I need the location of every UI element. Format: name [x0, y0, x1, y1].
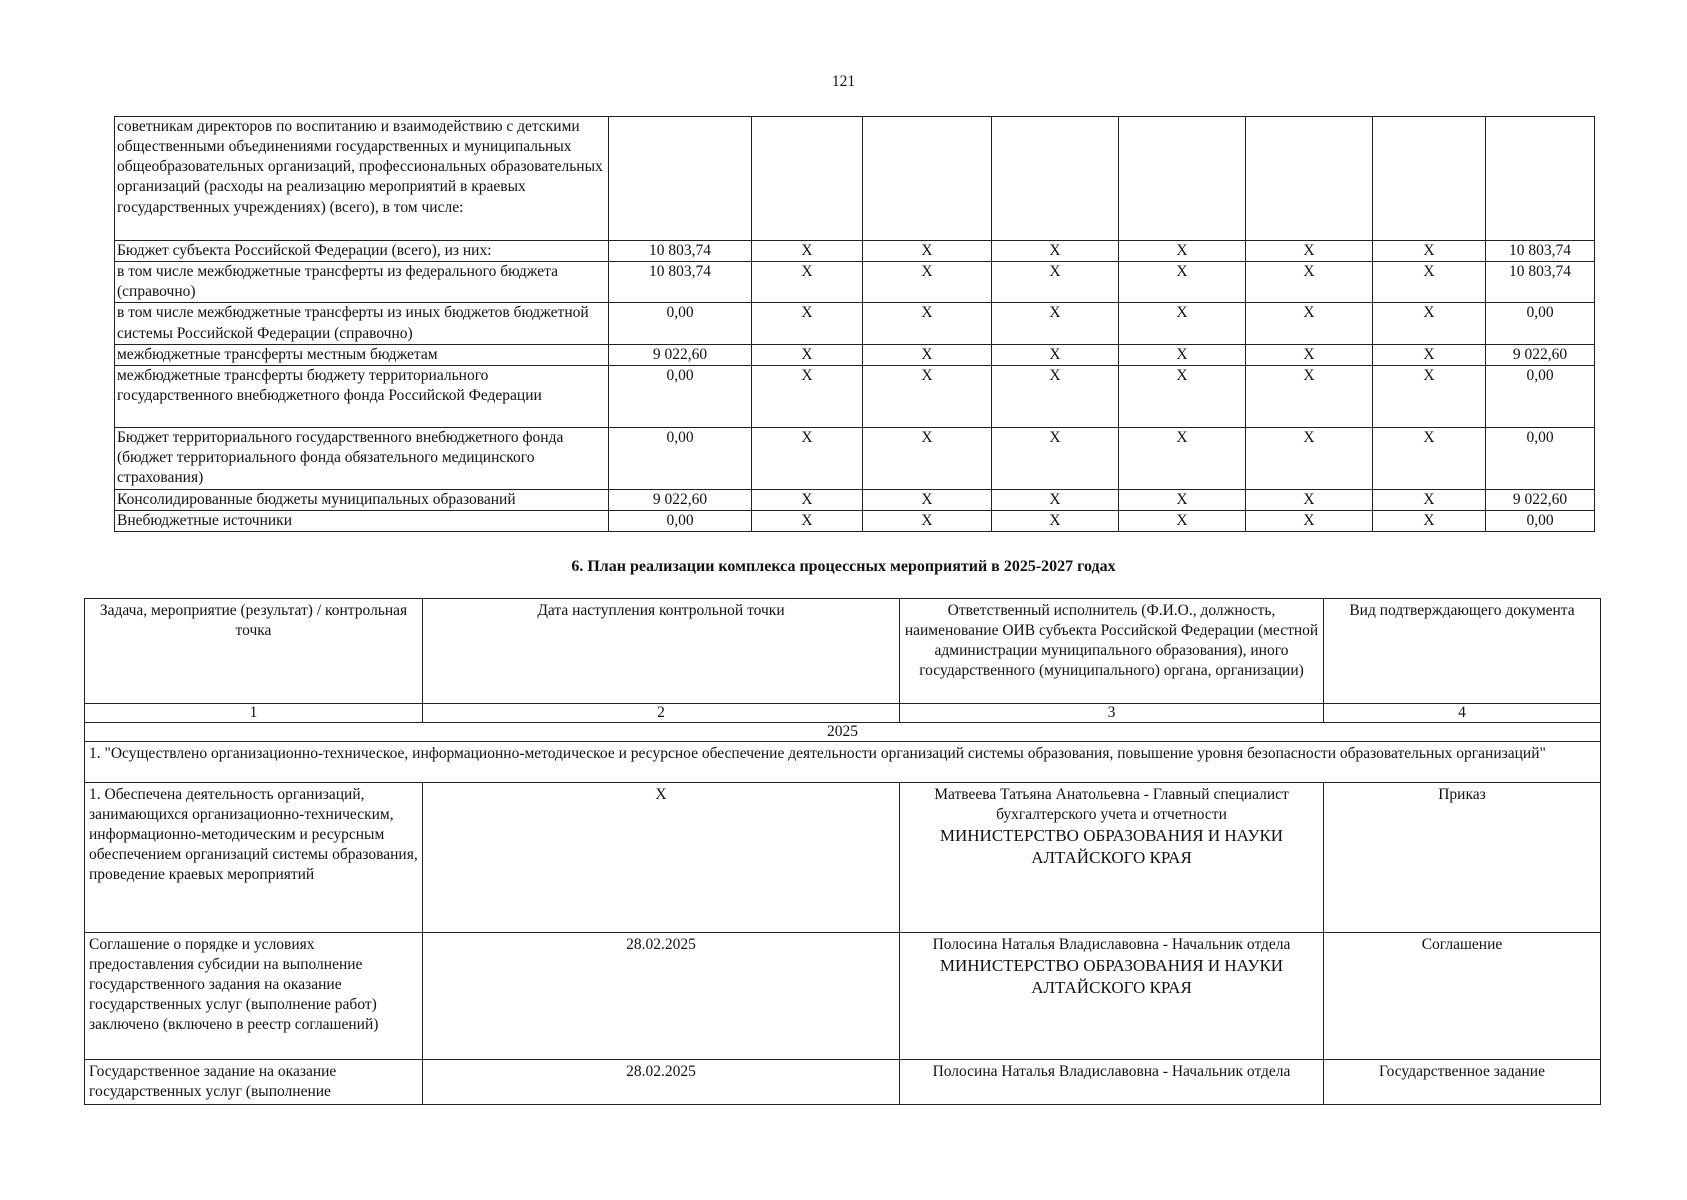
finance-row-total: 0,00	[1486, 427, 1595, 489]
finance-row-mark: X	[992, 427, 1119, 489]
finance-row-name: Бюджет субъекта Российской Федерации (всего), из них:	[115, 241, 609, 262]
finance-row	[115, 117, 1595, 241]
finance-row-value: 0,00	[609, 303, 752, 344]
column-number: 3	[900, 704, 1324, 723]
finance-row-name: Консолидированные бюджеты муниципальных образований	[115, 489, 609, 510]
finance-row-mark: X	[1373, 510, 1486, 531]
executor-person: Полосина Наталья Владиславовна - Начальник отдела	[932, 935, 1291, 953]
finance-row-mark: X	[752, 262, 863, 303]
finance-row-total: 0,00	[1486, 510, 1595, 531]
finance-row	[115, 510, 1595, 531]
finance-row-mark: X	[1246, 489, 1373, 510]
finance-row-mark: X	[1119, 489, 1246, 510]
plan-header-row	[85, 599, 1601, 704]
finance-row-total: 9 022,60	[1486, 344, 1595, 365]
finance-row-total: 0,00	[1486, 365, 1595, 427]
finance-row-mark: X	[1119, 262, 1246, 303]
plan-row-name: Государственное задание на оказание государственных услуг (выполнение	[85, 1059, 423, 1104]
finance-row-mark: X	[752, 510, 863, 531]
finance-row-mark: X	[1246, 262, 1373, 303]
finance-row-value: 0,00	[609, 510, 752, 531]
finance-row-mark: X	[1119, 365, 1246, 427]
finance-row-mark: X	[752, 241, 863, 262]
finance-row-mark: X	[752, 303, 863, 344]
plan-row-executor	[900, 932, 1324, 1059]
finance-row	[115, 427, 1595, 489]
finance-row-total: 10 803,74	[1486, 241, 1595, 262]
finance-row-value: 10 803,74	[609, 262, 752, 303]
finance-row-mark: X	[1119, 303, 1246, 344]
task-row	[85, 741, 1601, 782]
finance-row	[115, 365, 1595, 427]
plan-row-date: 28.02.2025	[423, 1059, 900, 1104]
finance-row-mark: X	[1373, 365, 1486, 427]
finance-row	[115, 262, 1595, 303]
column-number: 2	[423, 704, 900, 723]
finance-row-name: межбюджетные трансферты местным бюджетам	[115, 344, 609, 365]
finance-row-mark: X	[1373, 303, 1486, 344]
finance-row-value: 0,00	[609, 427, 752, 489]
header-task: Задача, мероприятие (результат) / контрольная точка	[85, 599, 423, 704]
finance-row-name: в том числе межбюджетные трансферты из федерального бюджета (справочно)	[115, 262, 609, 303]
finance-row-mark: X	[992, 510, 1119, 531]
header-document: Вид подтверждающего документа	[1324, 599, 1601, 704]
finance-row-mark: X	[863, 365, 992, 427]
finance-row-mark: X	[752, 344, 863, 365]
finance-row-name: межбюджетные трансферты бюджету территориального государственного внебюджетного фонда Российской Федерации	[115, 365, 609, 427]
finance-row-total: 0,00	[1486, 303, 1595, 344]
plan-row-document: Государственное задание	[1324, 1059, 1601, 1104]
finance-row-value: 10 803,74	[609, 241, 752, 262]
page-number: 121	[831, 73, 856, 90]
finance-row-mark: X	[1246, 241, 1373, 262]
finance-row-mark: X	[1119, 427, 1246, 489]
finance-row	[115, 489, 1595, 510]
section-title: 6. План реализации комплекса процессных мероприятий в 2025-2027 годах	[571, 558, 1116, 575]
finance-row-mark: X	[752, 365, 863, 427]
executor-person: Полосина Наталья Владиславовна - Начальник отдела	[932, 1062, 1291, 1080]
finance-row-value: 9 022,60	[609, 344, 752, 365]
plan-row	[85, 932, 1601, 1059]
task-text: 1. "Осуществлено организационно-техническое, информационно-методическое и ресурсное обеспечение деятельности организаций системы образования, повышение уровня безопасности образовательных организаций"	[85, 741, 1601, 782]
finance-row-name: Внебюджетные источники	[115, 510, 609, 531]
finance-row	[115, 344, 1595, 365]
column-number: 1	[85, 704, 423, 723]
plan-row	[85, 1059, 1601, 1104]
finance-table	[114, 116, 1595, 532]
finance-row-mark: X	[1119, 344, 1246, 365]
finance-row-mark: X	[1246, 427, 1373, 489]
finance-row-mark: X	[1246, 303, 1373, 344]
finance-row-total: 9 022,60	[1486, 489, 1595, 510]
finance-row-value: 0,00	[609, 365, 752, 427]
year-row	[85, 722, 1601, 741]
finance-row-mark	[1246, 117, 1373, 241]
plan-row-document: Приказ	[1324, 782, 1601, 932]
finance-row-mark	[992, 117, 1119, 241]
finance-row-mark: X	[1373, 241, 1486, 262]
header-date: Дата наступления контрольной точки	[423, 599, 900, 704]
finance-row-mark: X	[992, 262, 1119, 303]
finance-row	[115, 303, 1595, 344]
finance-row-value	[609, 117, 752, 241]
finance-row-mark: X	[1119, 241, 1246, 262]
plan-table	[84, 598, 1601, 1105]
finance-row-mark	[863, 117, 992, 241]
executor-organization: МИНИСТЕРСТВО ОБРАЗОВАНИЯ И НАУКИ АЛТАЙСКОГО КРАЯ	[939, 955, 1284, 997]
plan-row	[85, 782, 1601, 932]
finance-row-mark: X	[1246, 344, 1373, 365]
finance-row-mark: X	[1373, 427, 1486, 489]
finance-row-total: 10 803,74	[1486, 262, 1595, 303]
finance-row-mark	[752, 117, 863, 241]
finance-row-mark	[1373, 117, 1486, 241]
column-number-row	[85, 704, 1601, 723]
finance-row-mark: X	[752, 489, 863, 510]
finance-row-mark	[1119, 117, 1246, 241]
finance-row-name: Бюджет территориального государственного внебюджетного фонда (бюджет территориального фонда обязательного медицинского страхования)	[115, 427, 609, 489]
finance-row-mark: X	[992, 489, 1119, 510]
finance-row-mark: X	[1246, 365, 1373, 427]
finance-row-mark: X	[992, 344, 1119, 365]
finance-row-mark: X	[863, 427, 992, 489]
finance-row-mark: X	[863, 262, 992, 303]
plan-row-date: 28.02.2025	[423, 932, 900, 1059]
plan-row-executor	[900, 1059, 1324, 1104]
finance-row-mark: X	[1373, 262, 1486, 303]
finance-row-mark: X	[863, 241, 992, 262]
finance-row-mark: X	[863, 303, 992, 344]
finance-row-mark: X	[992, 365, 1119, 427]
finance-row-mark: X	[863, 489, 992, 510]
finance-row-mark: X	[1373, 344, 1486, 365]
finance-row-mark: X	[992, 241, 1119, 262]
finance-row-value: 9 022,60	[609, 489, 752, 510]
executor-person: Матвеева Татьяна Анатольевна - Главный специалист бухгалтерского учета и отчетности	[934, 785, 1289, 823]
header-executor: Ответственный исполнитель (Ф.И.О., должность, наименование ОИВ субъекта Российской Федерации (местной администрации муниципального образования), иного государственного (муниципального) органа, организации)	[900, 599, 1324, 704]
plan-row-name: Соглашение о порядке и условиях предоставления субсидии на выполнение государственного задания на оказание государственных услуг (выполнение работ) заключено (включено в реестр соглашений)	[85, 932, 423, 1059]
finance-row-mark: X	[863, 510, 992, 531]
executor-organization: МИНИСТЕРСТВО ОБРАЗОВАНИЯ И НАУКИ АЛТАЙСКОГО КРАЯ	[939, 825, 1284, 867]
finance-row-total	[1486, 117, 1595, 241]
column-number: 4	[1324, 704, 1601, 723]
finance-row-name: в том числе межбюджетные трансферты из иных бюджетов бюджетной системы Российской Федерации (справочно)	[115, 303, 609, 344]
finance-row-name: советникам директоров по воспитанию и взаимодействию с детскими общественными объединениями государственных и муниципальных общеобразовательных организаций, профессиональных образовательных организаций (расходы на реализацию мероприятий в краевых государственных учреждениях) (всего), в том числе:	[115, 117, 609, 241]
finance-row-mark: X	[1373, 489, 1486, 510]
finance-row-mark: X	[863, 344, 992, 365]
finance-row	[115, 241, 1595, 262]
plan-row-executor	[900, 782, 1324, 932]
plan-row-document: Соглашение	[1324, 932, 1601, 1059]
finance-row-mark: X	[752, 427, 863, 489]
finance-row-mark: X	[992, 303, 1119, 344]
year-label: 2025	[85, 722, 1601, 741]
plan-row-name: 1. Обеспечена деятельность организаций, занимающихся организационно-техническим, информационно-методическим и ресурсным обеспечением организаций системы образования, проведение краевых мероприятий	[85, 782, 423, 932]
finance-row-mark: X	[1119, 510, 1246, 531]
finance-row-mark: X	[1246, 510, 1373, 531]
plan-row-date: X	[423, 782, 900, 932]
